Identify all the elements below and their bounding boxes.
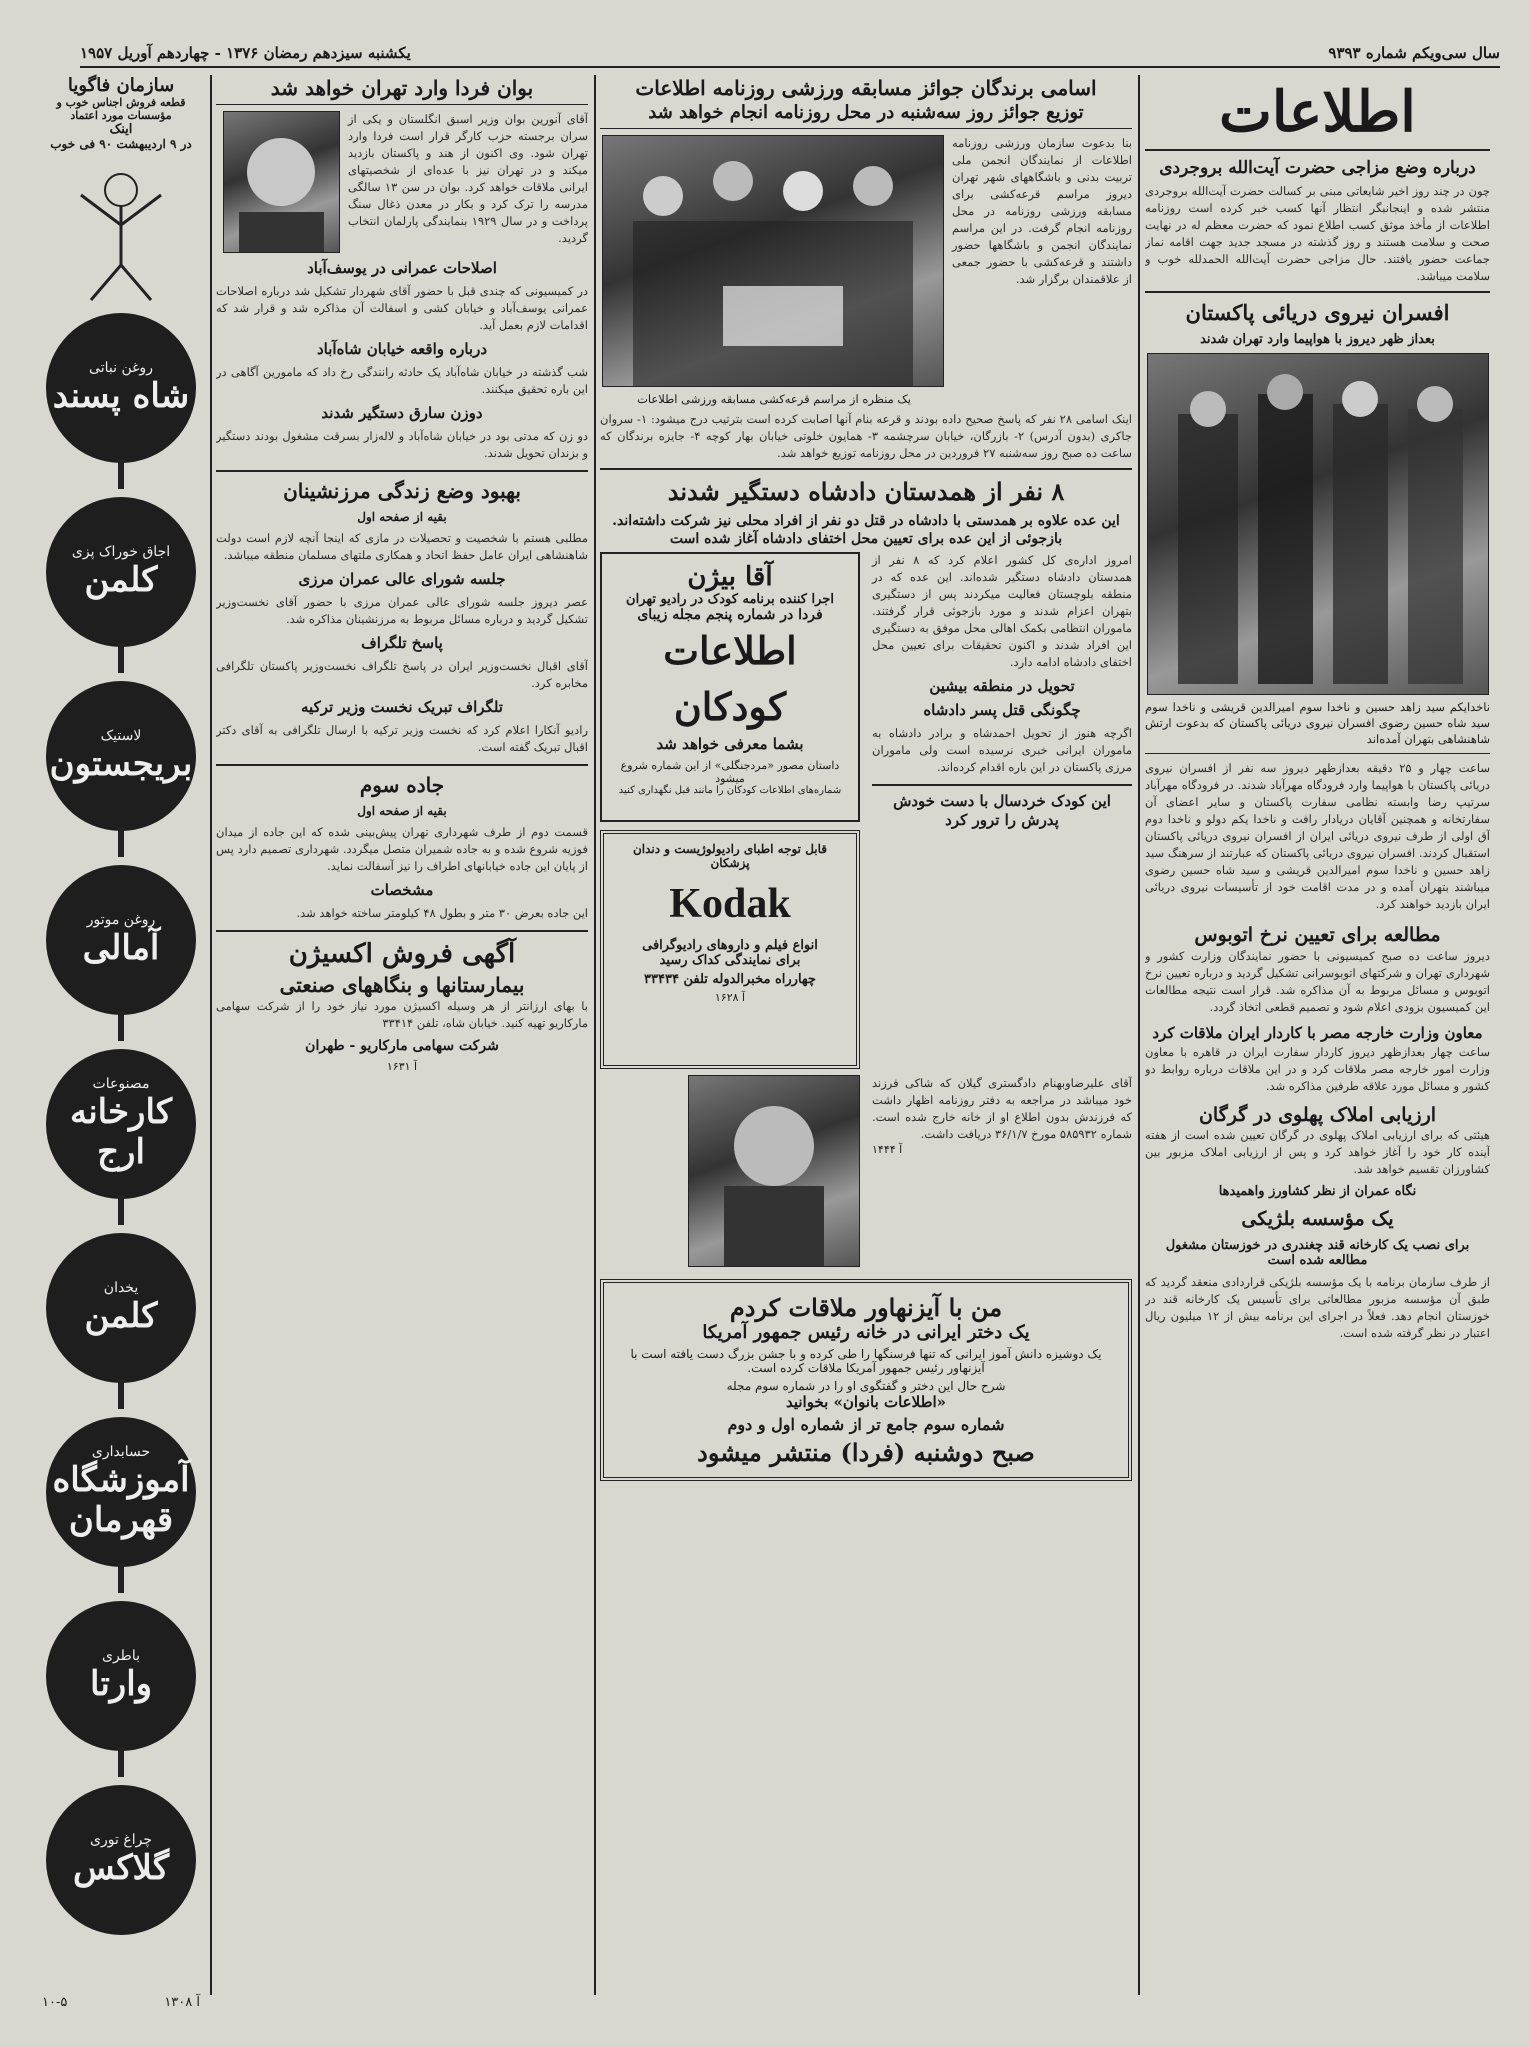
ad-kodak-line1: انواع فیلم و داروهای رادیوگرافی <box>642 937 818 953</box>
ad-oxygen-sub: بیمارستانها و بنگاههای صنعتی <box>279 972 525 997</box>
issue-date: یکشنبه سیزدهم رمضان ۱۳۷۶ - چهاردهم آوریل ۱۹۵۷ <box>80 44 411 62</box>
ad-aghabijan-brand: اطلاعات کودکان <box>663 627 797 729</box>
dateline <box>80 42 1500 68</box>
ad-top-title: سازمان فاگویا <box>67 75 175 96</box>
ad-circle-small-text: حسابداری <box>91 1444 151 1460</box>
masthead-title: اطلاعات <box>1145 75 1490 151</box>
child-code: آ ۱۴۴۴ <box>872 1142 903 1156</box>
issue-number: سال سی‌و‌یکم شماره ۹۳۹۳ <box>1328 44 1500 62</box>
ad-circle-brand: کلمن <box>84 560 158 600</box>
right-column <box>1145 75 1490 1995</box>
ad-circle-brand: وارتا <box>89 1664 153 1704</box>
ad-aghabijan-title: آقا بیژن <box>687 561 773 592</box>
headline-dadshah: ۸ نفر از همدستان دادشاه دستگیر شدند <box>667 477 1065 507</box>
ad-column <box>42 75 200 2010</box>
headline-yousefabad: اصلاحات عمرانی در یوسف‌آباد <box>307 259 497 277</box>
caption-sport-draw: یک منظره از مراسم قرعه‌کشی مسابقه ورزشی اطلاعات <box>637 392 911 407</box>
photo-navy-officers <box>1147 353 1489 695</box>
subhead-dadshah: این عده علاوه بر همدستی با دادشاه در قتل دو نفر از افراد محلی نیز شرکت داشته‌اند. بازجوئی از این عده برای تعیین محل اختفای دادشاه آغاز شده است <box>612 512 1120 547</box>
ad-footer-right: آ ۱۳۰۸ <box>164 1995 200 2010</box>
center-column <box>600 75 1132 1995</box>
article-border: مطلبی هستم با شخصیت و تحصیلات در مازی که اینجا آنچه لازم است دولت شاهنشاهی ایران عامل حفظ اتحاد و همکاری ملتهای مسلمان منطقه میباشد. <box>216 531 588 562</box>
article-egypt: ساعت چهار بعدازظهر دیروز کاردار سفارت ایران در قاهره با معاون وزارت امور خارجه مصر ملاقات کرد و در این ملاقات درباره روابط دو کشور و مسائل مورد علاقه طرفین مذاکره شد. <box>1145 1044 1490 1093</box>
ad-kodak-line2: برای نمایندگی کداک رسید <box>659 952 801 968</box>
ad-circle <box>46 1233 196 1383</box>
headline-shahabad: درباره واقعه خیابان شاه‌آباد <box>316 340 488 358</box>
article-turkey: راديو آنکارا اعلام کرد که نخست وزیر ترکیه با ارسال تلگرافی به آقای دکتر اقبال تبریک گفته است. <box>216 723 588 754</box>
caption-navy-officers: ناخدایکم سید زاهد حسین و ناخدا سوم امیرالدین قریشی و ناخدا سوم سید شاه حسین رضوی افسران نیروی دریائی پاکستان که بدعوت ارتش شاهنشاهی بتهران آمده‌اند <box>1145 700 1490 747</box>
headline-bevan: بوان فردا وارد تهران خواهد شد <box>216 75 588 105</box>
headline-sport-prizes: اسامی برندگان جوائز مسابقه ورزشی روزنامه اطلاعات <box>635 76 1097 100</box>
article-bevan: آقای آنورین بوان وزیر اسبق انگلستان و یکی از سران برجسته حزب کارگر قرار است فردا وارد تهران شود. وی اکنون از هند و پاکستان بازدید میکند و در تهران نیز با عده‌ای از شخصیتهای ایرانی ملاقات خواهد کرد. بوان در سن ۱۳ سالگی مدرسه را ترک کرد و بکار در معدن ذغال سنگ پرداخت و در سال ۱۹۲۹ بنمایندگی پارلمان انتخاب گردید. <box>348 112 588 245</box>
subhead-sport-prizes: توزیع جوائز روز سه‌شنبه در محل روزنامه انجام خواهد شد <box>600 101 1132 129</box>
article-sport-prizes: بنا بدعوت سازمان ورزشی روزنامه اطلاعات از نمایندگان انجمن ملی تربیت بدنی و باشگاههای شهر تهران دیروز مراسم قرعه‌کشی برای مسابقه ورزشی روزنامه در محل روزنامه انجام گرفت. در این مراسم نمایندگان انجمن و باشگاهها حضور داشتند و قرعه‌کشی با حضور جمعی از علاقمندان برگزار شد. <box>952 136 1132 287</box>
ad-aghabijan-note: شماره‌های اطلاعات کودکان را مانند قبل نگهداری کنید <box>618 784 842 796</box>
ad-connector <box>118 1195 124 1225</box>
photo-bevan <box>223 111 340 253</box>
ad-circle <box>46 1785 196 1935</box>
ad-kodak-code: آ ۱۶۲۸ <box>714 990 746 1004</box>
ad-eisenhower-brand: «اطلاعات بانوان» بخوانید <box>785 1392 947 1411</box>
left-column <box>216 75 588 1995</box>
article-pakistan-navy: ساعت چهار و ۲۵ دقیقه بعدازظهر دیروز سه نفر از افسران نیروی دریائی پاکستان با هواپیما وارد فرودگاه مهرآباد شدند. در فرودگاه مهرآباد سرتیپ رضا وابسته نظامی سفارت پاکستان و سایر اعضای آن سفارتخانه و همچنین آقایان دریادار رافت و ناخدا یکم دولو و ناخدا دوم آق اولی از طرف نیروی دریائی ایران از افسران نیروی دریائی پاکستان استقبال کردند. افسران نیروی دریائی پاکستان که عبارتند از سرهنگ سید زاهد حسین و ناخدا سوم امیرالدین قریشی و سید شاه حسین رضوی میباشند بتهران آمده و در مدت اقامت خود از تأسیسات نیروی دریائی ایران بازدید خواهند کرد. <box>1145 761 1490 912</box>
cartoon-figure-icon <box>61 155 181 305</box>
ad-aghabijan-sub4: داستان مصور «مردجنگلی» از این شماره شروع میشود <box>620 758 840 785</box>
ad-kodak-brand: Kodak <box>669 880 791 927</box>
ad-circle <box>46 1601 196 1751</box>
ad-circle-brand: آمالی <box>82 928 160 968</box>
ad-eisenhower-sub: یک دختر ایرانی در خانه رئیس جمهور آمریکا <box>702 1321 1030 1343</box>
ad-oxygen-text: با بهای ارزانتر از هر وسیله اکسیژن مورد نیاز خود را از شرکت سهامی مارکاریو تهیه کنید. خیابان شاه، تلفن ۳۳۴۱۴ <box>216 998 588 1030</box>
subhead-border: بقیه از صفحه اول <box>357 510 447 524</box>
column-rule <box>594 75 596 1995</box>
article-specs: این جاده بعرض ۳۰ متر و بطول ۴۸ کیلومتر ساخته خواهد شد. <box>296 906 588 920</box>
article-bus-fare: دیروز ساعت ده صبح کمیسیونی با حضور نمایندگان وزارت کشور و شهرداری تهران و شرکتهای اتوبوسرانی تشکیل گردید و درباره تعیین نرخ اتوبوس و مسائل مربوط به آن مذاکره شد. قرار است نتیجه مطالعات این کمیسیون بزودی اعلام شود و تصمیم قطعی اتخاذ گردد. <box>1145 949 1490 1015</box>
ad-circle <box>46 497 196 647</box>
ad-oxygen-company: شرکت سهامی مارکاریو - طهران <box>305 1037 499 1054</box>
ad-circle <box>46 681 196 831</box>
ad-eisenhower-title: من با آیزنهاور ملاقات کردم <box>729 1292 1003 1322</box>
ad-oxygen-title: آگهی فروش اکسیژن <box>288 939 516 969</box>
article-yousefabad: در کمیسیونی که چندی قبل با حضور آقای شهردار تشکیل شد درباره اصلاحات عمرانی یوسف‌آباد و خیابان کشی و اسفالت آن مذاکره شد و قرار شد که اقدامات لازم بعمل آید. <box>216 284 588 332</box>
subhead-gorgan: نگاه عمران از نظر کشاورز واهمیدها <box>1218 1184 1417 1200</box>
ad-aghabijan <box>600 552 860 822</box>
ad-circle-brand: گلاکس <box>73 1848 170 1888</box>
ad-eisenhower-line1: شرح حال این دختر و گفتگوی او را در شماره سوم مجله <box>726 1378 1006 1393</box>
headline-two-women: دوزن سارق دستگیر شدند <box>321 404 483 422</box>
article-borujerdi: چون در چند روز اخیر شایعاتی مبنی بر کسالت حضرت آیت‌الله بروجردی منتشر شده و اینجانبگر انتظار آنها کسب خبر کرده است روزنامه اطلاعات از مأخذ موثق کسب اطلاع نمود که حضرت معظم له در نهایت صحت و سلامت هستند و روز گذشته در مسجد جدید جهت اقامه نماز جماعت حضور یافتند. حال مزاجی حضرت آیت‌الله الحمدلله خوب و سلامت میباشد. <box>1145 184 1490 284</box>
ad-top-text: قطعه فروش اجناس خوب و مؤسسات مورد اعتماد <box>56 96 186 122</box>
ad-circle-small-text: اجاق خوراک پزی <box>71 544 171 560</box>
photo-child <box>688 1075 860 1267</box>
headline-gorgan: ارزیابی املاک پهلوی در گرگان <box>1198 1103 1437 1126</box>
article-telegram: آقای اقبال نخست‌وزیر ایران در پاسخ تلگراف نخست‌وزیر پاکستان تلگرافی مخابره کرد. <box>216 659 588 690</box>
subhead-son-killing: چگونگی قتل پسر دادشاه <box>923 700 1081 719</box>
ad-circle-small-text: باطری <box>102 1648 140 1664</box>
ad-connector <box>118 643 124 673</box>
ad-aghabijan-sub2: فردا در شماره پنجم مجله زیبای <box>637 606 823 623</box>
headline-borujerdi: درباره وضع مزاجی حضرت آیت‌الله بروجردی <box>1159 158 1476 178</box>
ad-circle-small-text: چراغ توری <box>90 1832 152 1848</box>
article-two-women: دو زن که مدتی بود در خیابان شاه‌آباد و لاله‌زار بسرقت مشغول بودند دستگیر و بزندان تحویل شدند. <box>216 429 588 460</box>
ad-aghabijan-sub: اجرا کننده برنامه کودک در رادیو تهران <box>626 591 834 607</box>
article-council: عصر دیروز جلسه شورای عالی عمران مرزی با حضور آقای نخست‌وزیر تشکیل گردید و درباره مسائل مربوط به مرزنشینان مذاکره شد. <box>216 595 588 626</box>
subhead-third-road: بقیه از صفحه اول <box>357 804 447 818</box>
article-child: آقای علیرضاوبهنام دادگستری گیلان که شاکی فرزند خود میباشد در مراجعه به دفتر روزنامه اظهار داشت که فرزندش بدون اطلاع او از خانه خارج شده است. شماره ۵۸۵۹۳۲ مورخ ۳۶/۱/۷ دریافت داشت. <box>872 1075 1132 1141</box>
ad-connector <box>118 1011 124 1041</box>
subhead-turkey: تلگراف تبریک نخست وزیر ترکیه <box>301 698 503 716</box>
ad-circle-brand: آموزشگاه قهرمان <box>52 1460 190 1540</box>
ad-circle <box>46 313 196 463</box>
subhead-specs: مشخصات <box>370 881 434 899</box>
article-dadshah-2: اگرچه هنوز از تحویل احمدشاه و برادر دادشاه به ماموران ایرانی خبری نرسیده است ولی ماموران مرزی پاکستان در این باره اقدام کرده‌اند. <box>872 725 1132 774</box>
ad-eisenhower-text: یک دوشیزه دانش آموز ایرانی که تنها فرسنگها را طی کرده و با جشن بزرگ دست یافته است با آیزنهاور رئیس جمهور آمریکا ملاقات کرده است. <box>630 1346 1102 1375</box>
ad-connector <box>118 827 124 857</box>
headline-child: این کودک خردسال با دست خودش پدرش را ترور کرد <box>893 791 1111 830</box>
ad-connector <box>118 1379 124 1409</box>
headline-bus-fare: مطالعه برای تعیین نرخ اتوبوس <box>1194 924 1441 947</box>
ad-circle-small-text: یخدان <box>103 1280 139 1296</box>
ad-circle-brand: بریجستون <box>49 744 193 784</box>
ad-circle-small-text: روغن نباتی <box>89 360 153 376</box>
ad-circle-brand: کارخانه ارج <box>69 1092 173 1172</box>
ad-circle-brand: شاه پسند <box>52 376 190 416</box>
ad-footer-left: ۱۰-۵ <box>42 1995 68 2010</box>
headline-pakistan-navy: افسران نیروی دریائی پاکستان <box>1185 300 1450 326</box>
ad-eisenhower-line3: صبح دوشنبه (فردا) منتشر میشود <box>697 1437 1035 1467</box>
headline-egypt: معاون وزارت خارجه مصر با کاردار ایران ملاقات کرد <box>1152 1024 1483 1043</box>
ad-eisenhower-line2: شماره سوم جامع تر از شماره اول و دوم <box>727 1414 1005 1434</box>
ad-circle-small-text: لاستیک <box>100 728 142 744</box>
ad-eisenhower <box>600 1279 1132 1481</box>
ad-top-brand: اینک <box>109 122 133 137</box>
ad-circle-stack <box>42 313 200 1935</box>
article-belgian: از طرف سازمان برنامه با یک مؤسسه بلژیکی قراردادی منعقد گردید که طبق آن مؤسسه مزبور مطالعاتی برای تأسیس یک کارخانه قند در خوزستان انجام دهد. فعلاً در اجرای این برنامه بیش از ۱۲ میلیون ریال اعتبار در نظر گرفته شده است. <box>1145 1274 1490 1340</box>
ad-connector <box>118 1747 124 1777</box>
ad-circle <box>46 1049 196 1199</box>
ad-oxygen-code: آ ۱۶۳۱ <box>386 1059 418 1073</box>
column-rule <box>210 75 212 1995</box>
headline-belgian: یک مؤسسه بلژیکی <box>1241 1208 1394 1231</box>
photo-sport-draw <box>602 135 944 387</box>
ad-circle <box>46 1417 196 1567</box>
ad-kodak-top: قابل توجه اطبای رادیولوژیست و دندان پزشکان <box>632 841 828 870</box>
subhead-bishin: تحویل در منطقه بیشین <box>929 676 1075 695</box>
headline-border: بهبود وضع زندگی مرزنشینان <box>283 479 521 503</box>
article-shahabad: شب گذشته در خیابان شاه‌آباد یک حادثه رانندگی رخ داد که مامورین آگاهی در این باره تحقیق میکنند. <box>216 365 588 396</box>
subhead-belgian: برای نصب یک کارخانه قند چغندری در خوزستان مشغول مطالعه شده است <box>1165 1237 1470 1268</box>
subhead-council: جلسه شورای عالی عمران مرزی <box>298 570 506 588</box>
ad-top-date: در ۹ اردیبهشت ۹۰ فی خوب <box>50 137 192 151</box>
article-gorgan: هیئتی که برای ارزیابی املاک پهلوی در گرگان تعیین شده است از هفته آینده کار خود را آغاز خواهد کرد و پس از ارزیابی املاک مزبور بین کشاورزان تقسیم خواهد شد. <box>1145 1128 1490 1177</box>
ad-connector <box>118 459 124 489</box>
ad-aghabijan-sub3: بشما معرفی خواهد شد <box>656 734 804 753</box>
ad-circle-small-text: مصنوعات <box>92 1076 150 1092</box>
subhead-pakistan-navy: بعداز ظهر دیروز با هواپیما وارد تهران شدند <box>1200 332 1435 348</box>
ad-kodak-address: چهارراه مخبرالدوله تلفن ۳۳۴۳۴ <box>644 971 816 987</box>
headline-third-road: جاده سوم <box>359 773 445 797</box>
article-dadshah: امروز اداره‌ی کل کشور اعلام کرد که ۸ نفر از همدستان دادشاه دستگیر شده‌اند. این عده که در منطقه بلوچستان فعالیت میکردند پس از دستگیری بتهران اعزام شدند و مورد بازجوئی قرار گرفتند. ماموران انتظامی بکمک اهالی محل موفق به دستگیری این افراد شدند و اکنون تحقیقات برای تعیین محل اختفای دادشاه ادامه دارد. <box>872 552 1132 669</box>
ad-circle <box>46 865 196 1015</box>
subhead-telegram: پاسخ تلگراف <box>361 634 443 652</box>
ad-circle-small-text: روغن موتور <box>86 912 156 928</box>
ad-connector <box>118 1563 124 1593</box>
article-sport-winners: اینک اسامی ۲۸ نفر که پاسخ صحیح داده بودند و قرعه بنام آنها اصابت کرده است بترتیب درج میشود: ۱- سروان جاکری (بدون آدرس) ۲- بازرگان، خیابان سرچشمه ۳- همایون خلوتی خیابان بهار کوچه ۴- جایزه برندگان که ساعت ده صبح روز سه‌شنبه ۲۷ فروردین در محل روزنامه توزیع خواهد شد. <box>600 412 1132 461</box>
column-rule <box>1138 75 1140 1995</box>
ad-circle-brand: کلمن <box>84 1296 158 1336</box>
ad-kodak <box>600 830 860 1069</box>
article-third-road: قسمت دوم از طرف شهرداری تهران پیش‌بینی شده که این جاده از میدان فوزیه شروع شده و به جاده شمیران متصل میگردد. شهرداری تصمیم دارد پس از پایان این جاده خیابانهای اطراف را نیز آسفالت نماید. <box>216 825 588 873</box>
